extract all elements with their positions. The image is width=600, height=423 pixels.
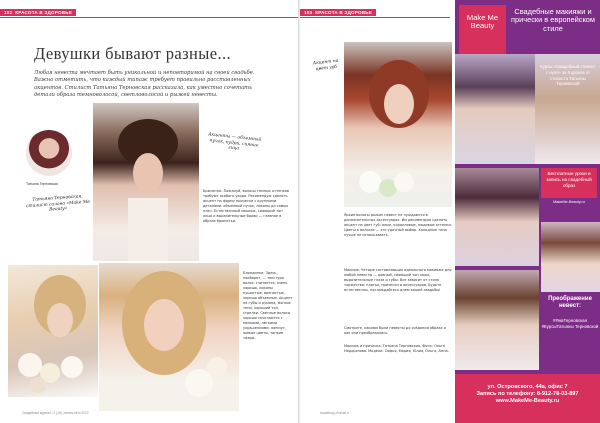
credits-intro: Смотрите, какими были невесты до создания образа и как они преобразились. <box>344 326 446 335</box>
ad-promo-title: Преображение невест: <box>548 296 592 309</box>
ad-course: Курсы «Свадебный стилист с нуля» за 6 уроков от стилиста Татьяны Терновской <box>540 64 596 87</box>
ad-phone: Запись по телефону: 8-912-78-03-897 <box>476 391 579 398</box>
accent-note: Акценты — объемный пучок, кудри, сияние лица <box>207 132 262 152</box>
blonde-bride-photo <box>99 263 239 411</box>
lips-note: Акцент на цвет губ <box>312 58 339 72</box>
redhead-illustration <box>344 42 452 207</box>
author-caption: Татьяна Терновская <box>26 182 58 186</box>
flowers-illustration <box>8 265 98 397</box>
article-title: Девушки бывают разные... <box>34 44 232 63</box>
page-number: 102 <box>4 10 13 15</box>
brunette-illustration <box>93 103 199 261</box>
ad-badge: Бесплатные уроки и запись на свадебный образ <box>541 168 597 198</box>
ad-contacts <box>455 374 600 423</box>
brunette-paragraph: Брюнетки. Пожалуй, волосы темных оттенков требуют особого ухода. Рекомендую сделать акцент на форму прически с крупными деталями: объемный пучок, локоны до самых плеч. Естественный макияж, сияющий тон лица и выразительные брови — главное в образе брюнетки. <box>203 189 289 223</box>
author-photo <box>26 130 72 176</box>
ad-url: www.MakeMe-Beauty.ru <box>495 398 560 405</box>
ad-website: MakeMe-Beauty.ru <box>553 200 585 204</box>
left-footer: Свадебный журнал | 2 (18) | весна-лето 2022 <box>22 411 89 415</box>
header-rule <box>0 17 300 18</box>
redhead-bride-photo <box>344 42 452 207</box>
header-rule-right <box>300 17 450 18</box>
redhead-paragraph: Яркие волосы рыжих невест не нуждаются в дополнительных аксессуарах. Им рекомендую сделать акцент на цвет губ: алые, коралловые, нюдовые оттенки. Цветы в волосах — это удачный выбор. Холодные тона лучше не использовать. <box>344 213 452 237</box>
brunette-bride-photo <box>93 103 199 261</box>
blonde-illustration <box>99 263 239 411</box>
salon-advertisement <box>455 0 600 423</box>
ad-hashtags: #ЯнаТерновская #КурсыТатьяны Терновской <box>541 318 599 329</box>
right-footer: svadebnyj-zhurnal.rf <box>320 411 349 415</box>
ad-bride-photo-5 <box>541 222 600 292</box>
blonde-bride-flowers-photo <box>8 265 98 397</box>
lead-paragraph: Любая невеста мечтает быть уникальной и неповторимой на своей свадьбе. Важно отметить, что каждый типаж требует правильно расставленных акцентов. Стилист Татьяна Терновская рассказала, как уместно сочетать детали образа темноволосой, светловолосой и рыжей невесты. <box>34 70 255 99</box>
credits: Макияж и прическа: Татьяна Терновская. Фото: Ольга Недорезова. Модели: Софья, Мария, Юлия, Ольга, Анна. <box>344 344 449 353</box>
make-me-beauty-logo: Make Me Beauty <box>459 5 506 54</box>
ad-bride-photo-1 <box>455 54 535 164</box>
ad-bride-photo-3 <box>455 168 539 266</box>
ad-bride-photo-4 <box>455 270 539 370</box>
section-header <box>0 9 76 16</box>
section-label-right: КРАСОТА В ЗДОРОВЬЕ <box>315 10 372 15</box>
section-label: КРАСОТА В ЗДОРОВЬЕ <box>15 10 72 15</box>
stylist-note: Татьяна Терновская, стилист салона «Make Me Beauty» <box>25 194 91 213</box>
ad-headline: Свадебные макияжи и прически в европейском стиле <box>511 7 595 33</box>
page-number-right: 103 <box>304 10 313 15</box>
ad-address: ул. Островского, 44а, офис 7 <box>487 384 568 390</box>
section-header-right <box>300 9 376 16</box>
blonde-paragraph: Блондинки. Здесь, наоборот, — текстура волос: считается, очень хорошо, локоны пушистые, волнистые, хорошо объемные. Акцент на губы и румяна, мягкие тени, хороший тон, стрелки. Светлые волосы хорошо сочетаются с мелкими, легкими украшениями: жемчуг, живые цветы, тонкие тиары. <box>243 271 293 340</box>
makeup-paragraph: Макияж. Четыре составляющих идеального макияжа для любой невесты — ровный, сияющий тон кожи, выразительные глаза и губы. Все зависит от стиля торжества: платья, прически и аксессуаров. Будьте естественны, наслаждайтесь днем вашей свадьбы! <box>344 268 452 292</box>
